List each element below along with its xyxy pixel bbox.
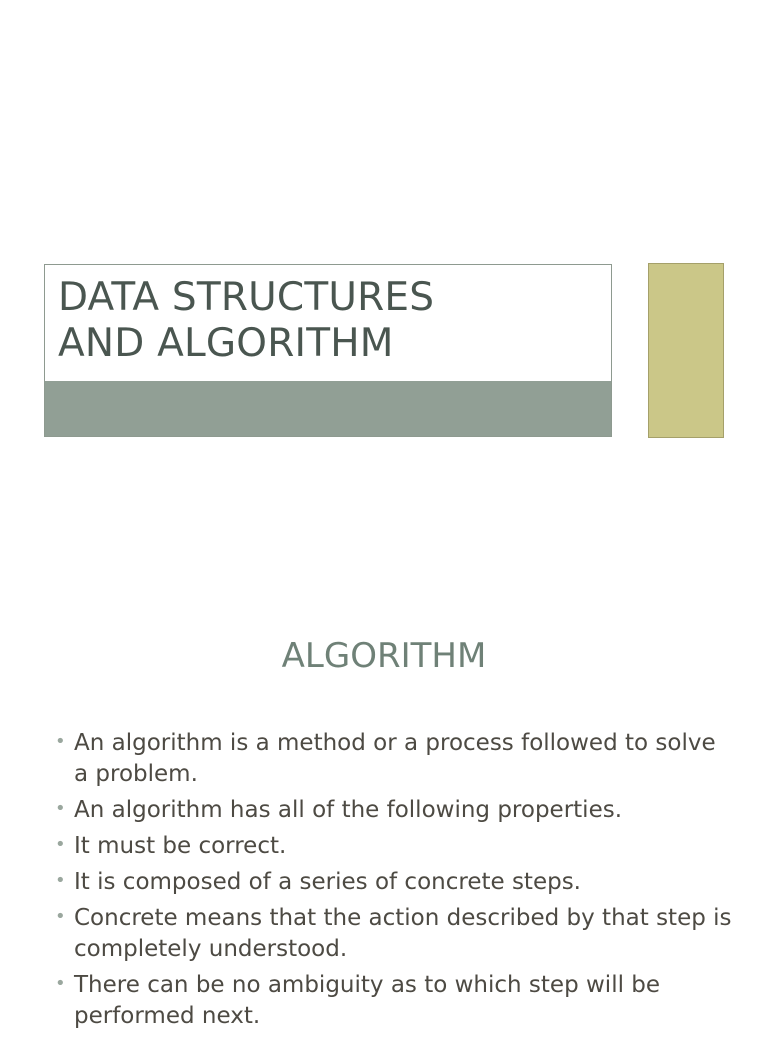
bullet-icon: •: [55, 906, 66, 927]
accent-block: [648, 263, 724, 438]
bullet-icon: •: [55, 870, 66, 891]
bullet-text: It is composed of a series of concrete steps.: [74, 869, 581, 895]
section-title: ALGORITHM: [281, 636, 487, 676]
list-item: [52, 970, 732, 1032]
bullet-icon: •: [55, 798, 66, 819]
bullet-text: There can be no ambiguity as to which step will be performed next.: [74, 972, 661, 1029]
bullet-text: An algorithm has all of the following properties.: [74, 797, 623, 823]
title-box: [44, 264, 612, 437]
slide-title: DATA STRUCTURES AND ALGORITHM: [58, 275, 435, 366]
list-item: [52, 831, 732, 862]
content-slide: [0, 560, 768, 1029]
bullet-icon: •: [55, 731, 66, 752]
bullet-icon: •: [55, 834, 66, 855]
list-item: [52, 903, 732, 965]
bullet-text: Concrete means that the action described by that step is completely understood.: [74, 905, 732, 962]
list-item: [52, 795, 732, 826]
list-item: [52, 867, 732, 898]
bullet-icon: •: [55, 973, 66, 994]
title-band: [45, 381, 611, 436]
bullet-list: [52, 728, 732, 1037]
list-item: [52, 728, 732, 790]
bullet-text: An algorithm is a method or a process followed to solve a problem.: [74, 730, 716, 787]
bullet-text: It must be correct.: [74, 833, 287, 859]
